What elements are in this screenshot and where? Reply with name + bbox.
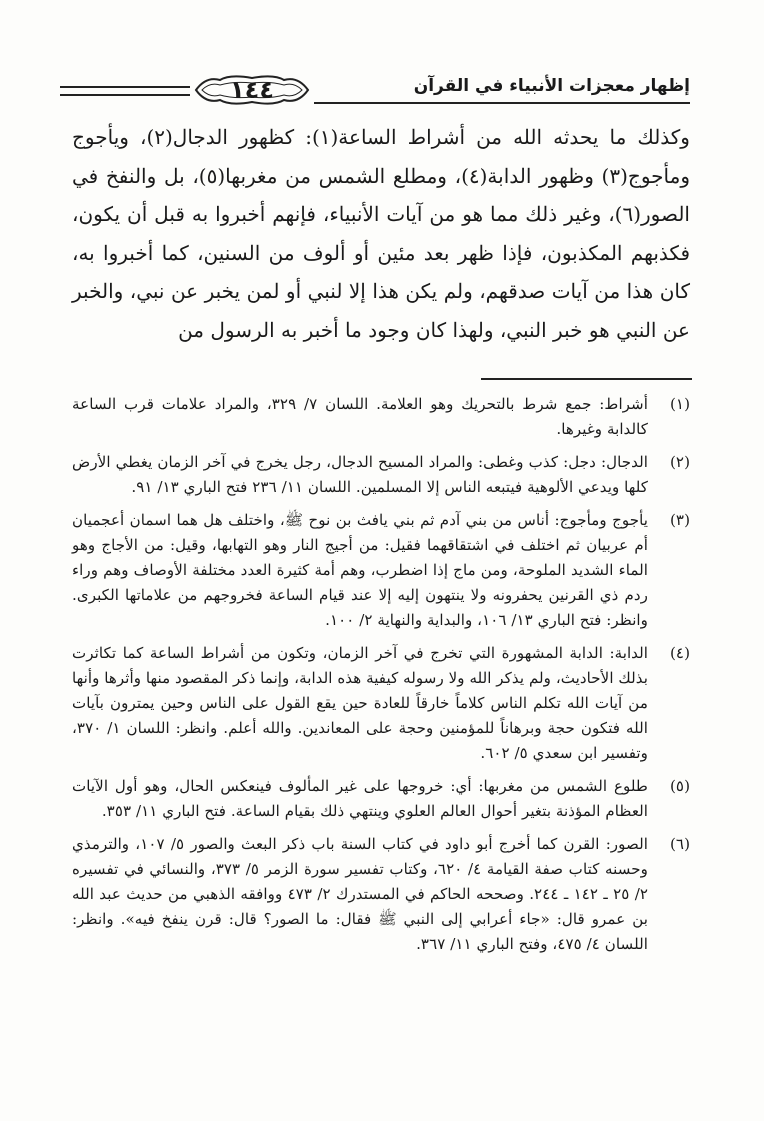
footnote (72, 641, 690, 766)
book-title: إظهار معجزات الأنبياء في القرآن (413, 76, 690, 96)
footnote (72, 392, 690, 442)
footnote (72, 832, 690, 957)
footnote-number: (٤) (669, 644, 690, 662)
footnote (72, 508, 690, 633)
footnote-text: الصور: القرن كما أخرج أبو داود في كتاب السنة باب ذكر البعث والصور ٥/ ١٠٧، والترمذي وحسنه كتاب صفة القيامة ٤/ ٦٢٠، وكتاب تفسير سورة الزمر ٥/ ٣٧٣، والنسائي في تفسيره ٢/ ٢٥ ـ ١٤٢ ـ ٢٤٤. وصححه الحاكم في المستدرك ٢/ ٤٧٣ ووافقه الذهبي من حديث عبد الله بن عمرو قال: «جاء أعرابي إلى النبي ﷺ فقال: ما الصور؟ قال: قرن ينفخ فيه». وانظر: اللسان ٤/ ٤٧٥، وفتح الباري ١١/ ٣٦٧. (72, 835, 649, 953)
main-paragraph: وكذلك ما يحدثه الله من أشراط الساعة(١): كظهور الدجال(٢)، ويأجوج ومأجوج(٣) وظهور الدابة(٤)، ومطلع الشمس من مغربها(٥)، بل والنفخ في الصور(٦)، وغير ذلك مما هو من آيات الأنبياء، فإنهم أخبروا به قبل أن يكون، فكذبهم المكذبون، فإذا ظهر بعد مئين أو ألوف من السنين، كما أخبروا به، كان هذا من آيات صدقهم، ولم يكن هذا إلا لنبي أو لمن يخبر عن نبي، والخبر عن النبي هو خبر النبي، ولهذا كان وجود ما أخبر به الرسول من (72, 125, 690, 342)
footnote-text: الدجال: دجل: كذب وغطى: والمراد المسيح الدجال، رجل يخرج في آخر الزمان يغطي الأرض كلها ويدعي الألوهية فيتبعه الناس إلا المسلمين. اللسان ١١/ ٢٣٦ فتح الباري ١٣/ ٩١. (72, 453, 648, 496)
footnote-separator (481, 378, 692, 380)
footnote (72, 774, 690, 824)
footnote-number: (٥) (669, 777, 690, 795)
footnote-text: الدابة: الدابة المشهورة التي تخرج في آخر الزمان، وتكون من أشراط الساعة كما تكاثرت بذلك الأحاديث، ولم يذكر الله ولا رسوله كيفية هذه الدابة، وإنما ذكر المقصود منها وأثرها وأنها من آيات الله تكلم الناس كلاماً خارقاً للعادة حين يقع القول على الناس وحين يمترون بآيات الله فتكون حجة وبرهاناً للمؤمنين وحجة على المعاندين. والله أعلم. وانظر: اللسان ١/ ٣٧٠، وتفسير ابن سعدي ٥/ ٦٠٢. (72, 644, 648, 762)
footnote-number: (١) (669, 395, 690, 413)
footnote-number: (٦) (669, 835, 690, 853)
page-number-ornament (190, 72, 314, 108)
footnote-number: (٢) (669, 453, 690, 471)
footnote-number: (٣) (669, 511, 690, 529)
footnote-text: طلوع الشمس من مغربها: أي: خروجها على غير المألوف فينعكس الحال، وهو أول الآيات العظام المؤذنة بتغير أحوال العالم العلوي وينتهي ذلك بقيام الساعة. فتح الباري ١١/ ٣٥٣. (72, 777, 648, 820)
header-rule (314, 102, 690, 104)
footnote (72, 450, 690, 500)
header-double-rule (60, 86, 190, 96)
footnote-text: أشراط: جمع شرط بالتحريك وهو العلامة. اللسان ٧/ ٣٢٩، والمراد علامات قرب الساعة كالدابة وغيرها. (72, 395, 648, 438)
footnote-text: يأجوج ومأجوج: أناس من بني آدم ثم بني يافث بن نوح ﷺ، واختلف هل هما اسمان أعجميان أم عربيان ثم اختلف في اشتقاقهما فقيل: من أجيج النار وهو التهابها، وقيل: من الأجاج وهو الماء الشديد الملوحة، ومن ماج إذا اضطرب، وهم أمة كثيرة العدد مختلفة الأوصاف وهم وراء ردم ذي القرنين يحفرونه ولا ينتهون إليه إلا عند قيام الساعة فخروجهم من علاماتها الكبرى. وانظر: فتح الباري ١٣/ ١٠٦، والبداية والنهاية ٢/ ١٠٠. (72, 511, 648, 629)
main-text-block (72, 118, 690, 349)
page-number: ١٤٤ (230, 76, 274, 104)
page-header (60, 70, 690, 110)
footnotes (72, 392, 690, 965)
